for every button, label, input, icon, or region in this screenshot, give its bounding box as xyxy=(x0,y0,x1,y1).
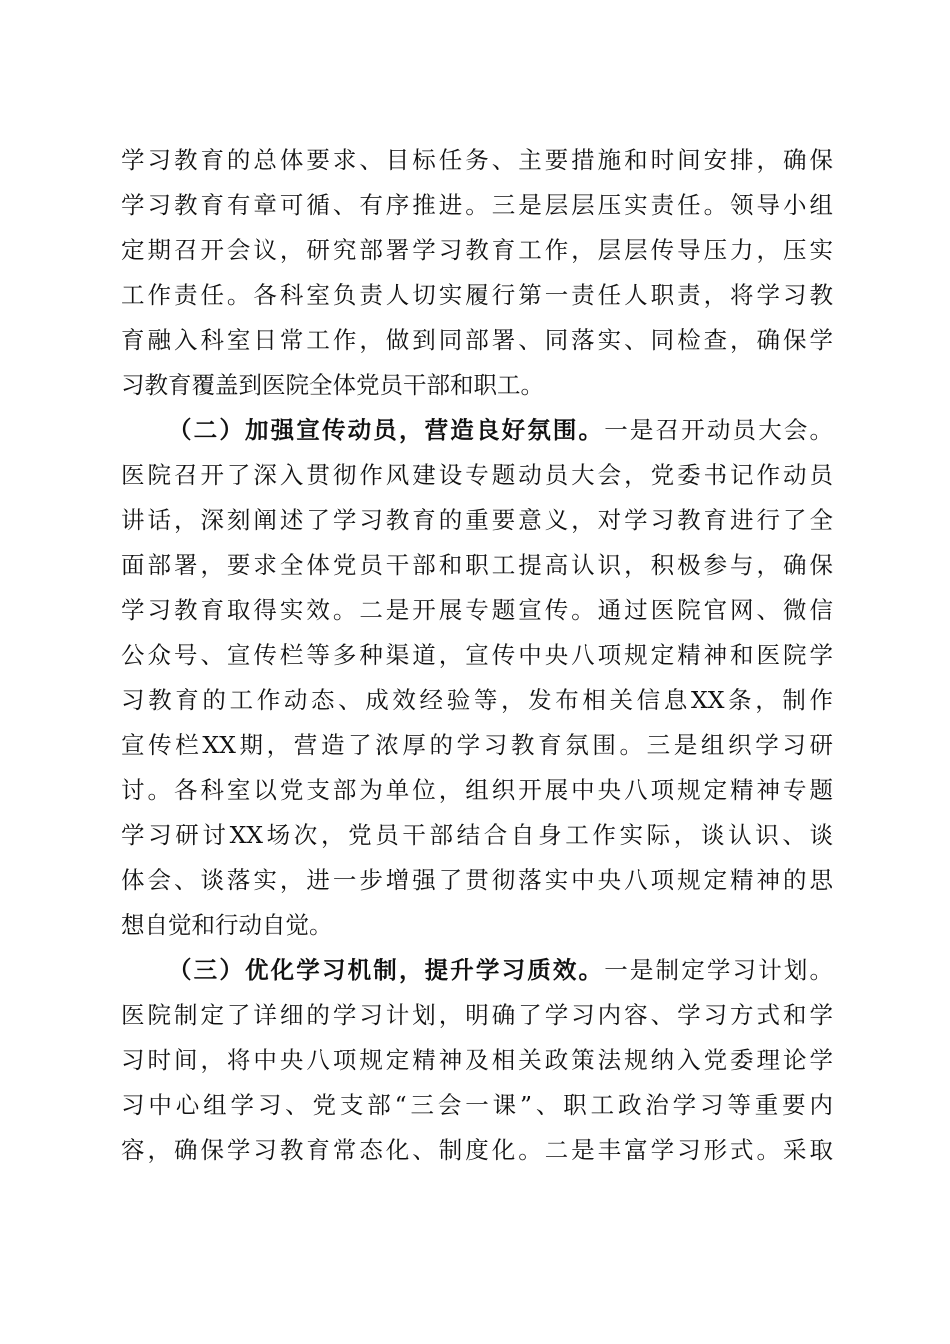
text-line: 学习教育的总体要求、目标任务、主要措施和时间安排，确保 xyxy=(121,146,833,174)
text-line: 体会、谈落实，进一步增强了贯彻落实中央八项规定精神的思 xyxy=(121,866,833,894)
text-line: 习中心组学习、党支部“三会一课”、职工政治学习等重要内 xyxy=(121,1091,833,1119)
text-line: 面部署，要求全体党员干部和职工提高认识，积极参与，确保 xyxy=(121,551,833,579)
section-heading: （三）优化学习机制，提升学习质效。 xyxy=(168,956,605,984)
text-line: 习教育覆盖到医院全体党员干部和职工。 xyxy=(121,371,544,399)
text-line: 学习研讨XX场次，党员干部结合自身工作实际，谈认识、谈 xyxy=(121,821,833,849)
text-line: 医院召开了深入贯彻作风建设专题动员大会，党委书记作动员 xyxy=(121,461,833,489)
text-run: 一是召开动员大会。 xyxy=(604,416,833,444)
text-line: 公众号、宣传栏等多种渠道，宣传中央八项规定精神和医院学 xyxy=(121,641,833,669)
text-line: 习时间，将中央八项规定精神及相关政策法规纳入党委理论学 xyxy=(121,1046,833,1074)
text-line: 育融入科室日常工作，做到同部署、同落实、同检查，确保学 xyxy=(121,326,833,354)
paragraph-first-line xyxy=(121,948,833,993)
paragraph-2 xyxy=(121,408,833,948)
document-body xyxy=(121,138,833,1173)
section-heading: （二）加强宣传动员，营造良好氛围。 xyxy=(168,416,605,444)
text-line: 工作责任。各科室负责人切实履行第一责任人职责，将学习教 xyxy=(121,281,833,309)
text-run: 一是制定学习计划。 xyxy=(604,956,833,984)
paragraph-3 xyxy=(121,948,833,1173)
text-line: 想自觉和行动自觉。 xyxy=(121,911,333,939)
text-line: 讲话，深刻阐述了学习教育的重要意义，对学习教育进行了全 xyxy=(121,506,833,534)
text-line: 学习教育有章可循、有序推进。三是层层压实责任。领导小组 xyxy=(121,191,833,219)
text-line: 宣传栏XX期，营造了浓厚的学习教育氛围。三是组织学习研 xyxy=(121,731,833,759)
paragraph-1 xyxy=(121,138,833,408)
text-line: 容，确保学习教育常态化、制度化。二是丰富学习形式。采取 xyxy=(121,1136,833,1164)
text-line: 习教育的工作动态、成效经验等，发布相关信息XX条，制作 xyxy=(121,686,833,714)
text-line: 学习教育取得实效。二是开展专题宣传。通过医院官网、微信 xyxy=(121,596,833,624)
text-line: 定期召开会议，研究部署学习教育工作，层层传导压力，压实 xyxy=(121,236,833,264)
text-line: 医院制定了详细的学习计划，明确了学习内容、学习方式和学 xyxy=(121,1001,833,1029)
text-line: 讨。各科室以党支部为单位，组织开展中央八项规定精神专题 xyxy=(121,776,833,804)
paragraph-first-line xyxy=(121,408,833,453)
